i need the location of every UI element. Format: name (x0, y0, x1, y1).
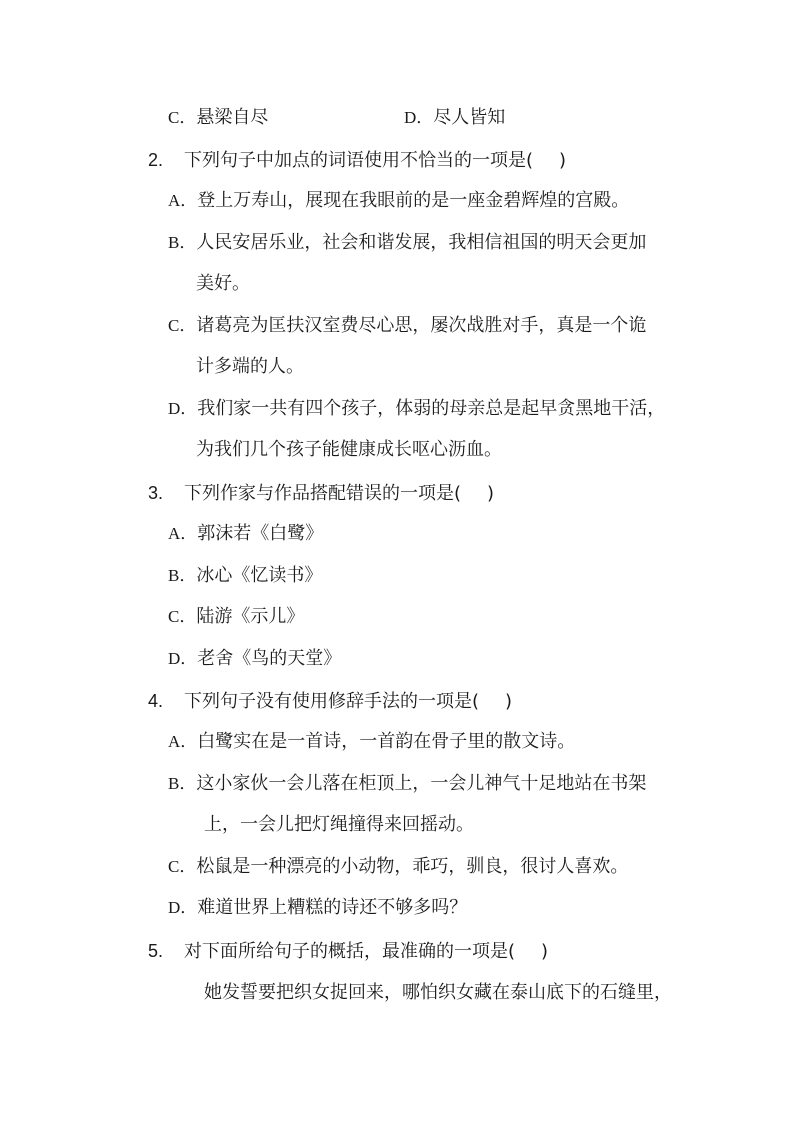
option-text: 人民安居乐业，社会和谐发展，我相信祖国的明天会更加 (196, 232, 647, 253)
option-text: 诸葛亮为匡扶汉室费尽心思，屡次战胜对手，真是一个诡 (196, 315, 647, 336)
q3-option-c (168, 605, 304, 629)
option-text: 郭沫若《白鹭》 (197, 523, 324, 544)
q4-option-a (168, 730, 575, 754)
q2-option-b-cont (196, 272, 250, 296)
option-letter: B． (168, 774, 197, 793)
answer-blank[interactable]: ( ) (508, 941, 549, 962)
option-letter: A． (168, 524, 198, 543)
option-letter: C． (168, 857, 197, 876)
option-letter: C． (168, 108, 197, 127)
option-text: 白鹭实在是一首诗，一首韵在骨子里的散文诗。 (197, 731, 576, 752)
q3-option-a (168, 522, 323, 546)
q2-stem (148, 148, 574, 173)
option-text: 陆游《示儿》 (196, 606, 305, 627)
option-text: 松鼠是一种漂亮的小动物，乖巧，驯良，很讨人喜欢。 (196, 856, 629, 877)
option-text: 难道世界上糟糕的诗还不够多吗？ (197, 897, 468, 918)
option-text: 尽人皆知 (433, 107, 506, 128)
question-number: 3. (148, 483, 164, 503)
option-letter: A． (168, 191, 198, 210)
option-letter: D． (404, 108, 434, 127)
q5-stem (148, 939, 556, 964)
option-text: 老舍《鸟的天堂》 (197, 648, 342, 669)
answer-blank[interactable]: ( ) (454, 483, 495, 504)
q4-stem (148, 689, 520, 714)
question-number: 5. (148, 941, 164, 961)
option-text: 悬梁自尽 (196, 107, 269, 128)
question-stem: 对下面所给句子的概括，最准确的一项是 (184, 941, 508, 962)
q2-option-b (168, 231, 646, 255)
option-letter: C． (168, 607, 197, 626)
option-text: 我们家一共有四个孩子，体弱的母亲总是起早贪黑地干活， (197, 398, 666, 419)
q4-option-c (168, 855, 628, 879)
option-letter: C． (168, 316, 197, 335)
question-stem: 下列句子没有使用修辞手法的一项是 (184, 691, 472, 712)
q2-option-d (168, 397, 665, 421)
q3-stem (148, 481, 502, 506)
answer-blank[interactable]: ( ) (526, 150, 567, 171)
option-text-continued: 为我们几个孩子能健康成长呕心沥血。 (196, 439, 502, 460)
option-letter: A． (168, 732, 198, 751)
q2-option-c-cont (196, 355, 304, 379)
option-text-continued: 美好。 (196, 273, 250, 294)
question-number: 4. (148, 691, 164, 711)
option-letter: D． (168, 898, 198, 917)
option-text: 登上万寿山，展现在我眼前的是一座金碧辉煌的宫殿。 (197, 190, 630, 211)
q2-option-a (168, 189, 629, 213)
option-letter: B． (168, 233, 197, 252)
q3-option-b (168, 564, 322, 588)
q3-option-d (168, 647, 341, 671)
q1-option-c (168, 106, 268, 130)
q4-option-d (168, 896, 467, 920)
question-stem: 下列句子中加点的词语使用不恰当的一项是 (184, 150, 526, 171)
option-letter: D． (168, 649, 198, 668)
q2-option-c (168, 314, 646, 338)
option-letter: B． (168, 566, 197, 585)
answer-blank[interactable]: ( ) (472, 691, 513, 712)
option-text-continued: 上，一会儿把灯绳撞得来回摇动。 (204, 814, 474, 835)
question-number: 2. (148, 150, 164, 170)
q4-option-b (168, 772, 646, 796)
option-text-continued: 计多端的人。 (196, 356, 304, 377)
option-text: 这小家伙一会儿落在柜顶上，一会儿神气十足地站在书架 (196, 773, 647, 794)
q2-option-d-cont (196, 438, 502, 462)
option-letter: D． (168, 399, 198, 418)
q5-passage (204, 981, 672, 1005)
q4-option-b-cont (204, 813, 474, 837)
question-stem: 下列作家与作品搭配错误的一项是 (184, 483, 454, 504)
option-text: 冰心《忆读书》 (196, 565, 323, 586)
q1-option-d (404, 106, 505, 130)
passage-text: 她发誓要把织女捉回来，哪怕织女藏在泰山底下的石缝里， (204, 982, 672, 1003)
